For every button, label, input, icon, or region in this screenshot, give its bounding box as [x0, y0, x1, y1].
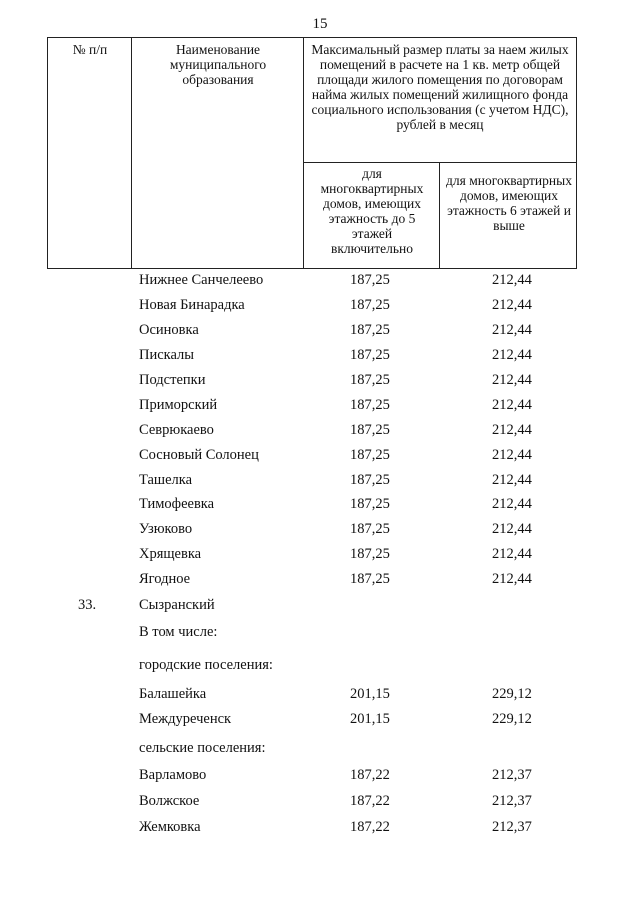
row-value-6-floors-and-above: 212,44 — [492, 447, 532, 463]
row-value-up-to-5-floors: 187,25 — [350, 422, 390, 438]
row-number: 33. — [78, 597, 97, 613]
row-name: Балашейка — [139, 686, 207, 702]
row-value-up-to-5-floors: 187,25 — [350, 372, 390, 388]
row-value-6-floors-and-above: 212,44 — [492, 397, 532, 413]
row-name: Хрящевка — [139, 546, 202, 562]
table-row — [0, 686, 640, 710]
row-name: Узюково — [139, 521, 193, 537]
row-value-up-to-5-floors: 187,25 — [350, 397, 390, 413]
header-top-border — [47, 37, 577, 38]
table-row — [0, 372, 640, 396]
row-name: Тимофеевка — [139, 496, 215, 512]
table-row — [0, 397, 640, 421]
table-row — [0, 322, 640, 346]
row-name: Варламово — [139, 767, 207, 783]
row-value-up-to-5-floors: 187,25 — [350, 571, 390, 587]
header-divider-2 — [303, 37, 304, 269]
row-name: Ягодное — [139, 571, 191, 587]
row-value-6-floors-and-above: 212,44 — [492, 422, 532, 438]
row-name: Жемковка — [139, 819, 201, 835]
row-value-up-to-5-floors: 187,25 — [350, 472, 390, 488]
row-value-up-to-5-floors: 187,25 — [350, 297, 390, 313]
table-row — [0, 496, 640, 520]
table-row — [0, 711, 640, 735]
table-row — [0, 819, 640, 843]
row-name: Междуреченск — [139, 711, 232, 727]
table-row — [0, 767, 640, 791]
row-name: сельские поселения: — [139, 740, 266, 756]
row-name: Новая Бинарадка — [139, 297, 245, 313]
page-number: 15 — [312, 16, 328, 32]
header-col-number: № п/п — [72, 42, 108, 57]
row-value-6-floors-and-above: 212,37 — [492, 819, 532, 835]
table-row — [0, 347, 640, 371]
row-name: городские поселения: — [139, 657, 273, 673]
header-col-name: Наименование муниципального образования — [169, 42, 267, 87]
row-value-6-floors-and-above: 212,37 — [492, 793, 532, 809]
row-value-6-floors-and-above: 212,44 — [492, 297, 532, 313]
header-subcol-2: для многоквартирных домов, имеющих этажность 6 этажей и выше — [446, 173, 572, 233]
table-row — [0, 657, 640, 681]
table-row — [0, 272, 640, 296]
row-value-6-floors-and-above: 212,37 — [492, 767, 532, 783]
row-name: Приморский — [139, 397, 218, 413]
row-value-6-floors-and-above: 212,44 — [492, 521, 532, 537]
row-value-6-floors-and-above: 212,44 — [492, 546, 532, 562]
table-row — [0, 571, 640, 595]
row-value-6-floors-and-above: 212,44 — [492, 322, 532, 338]
table-row — [0, 597, 640, 621]
row-value-up-to-5-floors: 187,25 — [350, 347, 390, 363]
row-name: Осиновка — [139, 322, 199, 338]
row-value-6-floors-and-above: 212,44 — [492, 347, 532, 363]
row-value-up-to-5-floors: 187,25 — [350, 496, 390, 512]
table-row — [0, 422, 640, 446]
row-value-up-to-5-floors: 187,25 — [350, 546, 390, 562]
row-name: Сызранский — [139, 597, 215, 613]
header-col-main: Максимальный размер платы за наем жилых помещений в расчете на 1 кв. метр общей площади жилого помещения по договорам найма жилых помещений жилищного фонда социального использования (с учетом НДС), рублей в месяц — [311, 42, 569, 132]
row-value-up-to-5-floors: 187,25 — [350, 272, 390, 288]
row-name: Сосновый Солонец — [139, 447, 259, 463]
row-value-up-to-5-floors: 187,25 — [350, 322, 390, 338]
header-subcol-1: для многоквартирных домов, имеющих этажность до 5 этажей включительно — [320, 166, 424, 256]
table-row — [0, 740, 640, 764]
row-value-6-floors-and-above: 212,44 — [492, 571, 532, 587]
row-value-up-to-5-floors: 187,22 — [350, 793, 390, 809]
table-row — [0, 297, 640, 321]
row-name: В том числе: — [139, 624, 218, 640]
row-name: Нижнее Санчелеево — [139, 272, 264, 288]
table-row — [0, 793, 640, 817]
row-value-6-floors-and-above: 212,44 — [492, 496, 532, 512]
row-value-6-floors-and-above: 212,44 — [492, 272, 532, 288]
row-value-6-floors-and-above: 229,12 — [492, 711, 532, 727]
header-right-border — [576, 37, 577, 269]
row-value-up-to-5-floors: 201,15 — [350, 711, 390, 727]
row-name: Подстепки — [139, 372, 206, 388]
row-value-up-to-5-floors: 187,25 — [350, 521, 390, 537]
table-row — [0, 472, 640, 496]
row-value-up-to-5-floors: 187,22 — [350, 767, 390, 783]
header-left-border — [47, 37, 48, 269]
table-row — [0, 447, 640, 471]
row-name: Севрюкаево — [139, 422, 214, 438]
row-value-up-to-5-floors: 187,25 — [350, 447, 390, 463]
row-value-6-floors-and-above: 212,44 — [492, 472, 532, 488]
row-value-up-to-5-floors: 201,15 — [350, 686, 390, 702]
table-row — [0, 521, 640, 545]
header-sub-divider — [303, 162, 577, 163]
row-name: Пискалы — [139, 347, 195, 363]
table-row — [0, 624, 640, 648]
row-value-6-floors-and-above: 212,44 — [492, 372, 532, 388]
header-divider-3 — [439, 162, 440, 269]
row-name: Волжское — [139, 793, 200, 809]
row-name: Ташелка — [139, 472, 193, 488]
header-bottom-border — [47, 268, 577, 269]
row-value-6-floors-and-above: 229,12 — [492, 686, 532, 702]
row-value-up-to-5-floors: 187,22 — [350, 819, 390, 835]
table-row — [0, 546, 640, 570]
header-divider-1 — [131, 37, 132, 269]
